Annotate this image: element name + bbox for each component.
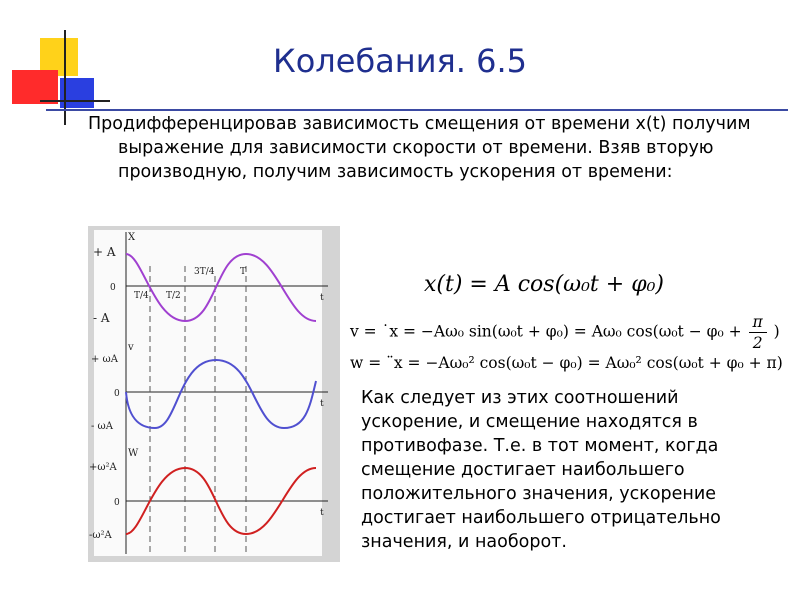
- mark-t34: 3T/4: [194, 267, 215, 277]
- title-divider: [46, 109, 788, 111]
- oscillation-graph: [88, 226, 340, 562]
- acceleration-formula: w = ¨x = −Aω₀² cos(ω₀t − φ₀) = Aω₀² cos(ω₀t + φ₀ + π): [350, 354, 783, 372]
- conclusion-text: Как следует из этих соотношений ускорение, и смещение находятся в противофазе. Т.е. в тот момент, когда смещение достигает наибольшего положительного значения, ускорение достигает наибольшего отрицательно значения, и наоборот.: [361, 388, 721, 552]
- x-plus-label: + A: [93, 245, 116, 259]
- formula2-tail: ): [773, 322, 780, 341]
- formula2-frac-num: π: [749, 312, 767, 333]
- w-plus-label: +ω²A: [89, 462, 117, 473]
- velocity-formula: [350, 312, 780, 353]
- formula2-frac-den: 2: [752, 334, 763, 352]
- formula1-lhs: x(t): [424, 272, 463, 297]
- mark-t2: T/2: [166, 291, 181, 301]
- v-t-label: t: [320, 399, 324, 409]
- x-t-label: t: [320, 293, 324, 303]
- w-minus-label: -ω²A: [89, 530, 112, 541]
- decor-horizontal-line: [40, 100, 110, 102]
- x-minus-label: - A: [93, 311, 110, 325]
- intro-paragraph: [88, 112, 794, 184]
- x-zero-label: 0: [110, 283, 116, 293]
- w-axis-label: W: [128, 448, 139, 459]
- x-axis-label: X: [128, 232, 136, 243]
- intro-text: Продифференцировав зависимость смещения от времени x(t) получим выражение для зависимости скорости от времени. Взяв вторую производную, получим зависимость ускорения от времени:: [88, 114, 751, 182]
- w-t-label: t: [320, 508, 324, 518]
- v-plus-label: + ωA: [91, 354, 118, 365]
- slide-title: Колебания. 6.5: [273, 42, 527, 80]
- w-zero-label: 0: [114, 498, 120, 508]
- graph-plot-area: [94, 230, 322, 556]
- mark-t: T: [240, 267, 247, 277]
- v-zero-label: 0: [114, 389, 120, 399]
- formula1-rhs: = A cos(ω₀t + φ₀): [469, 272, 664, 297]
- displacement-formula: [424, 272, 664, 297]
- v-axis-label: v: [128, 342, 134, 353]
- mark-t4: T/4: [134, 291, 149, 301]
- v-minus-label: - ωA: [91, 421, 113, 432]
- formula2-lead: v = ˙x = −Aω₀ sin(ω₀t + φ₀) = Aω₀ cos(ω₀t − φ₀ +: [350, 322, 742, 341]
- formula2-fraction: [749, 312, 767, 353]
